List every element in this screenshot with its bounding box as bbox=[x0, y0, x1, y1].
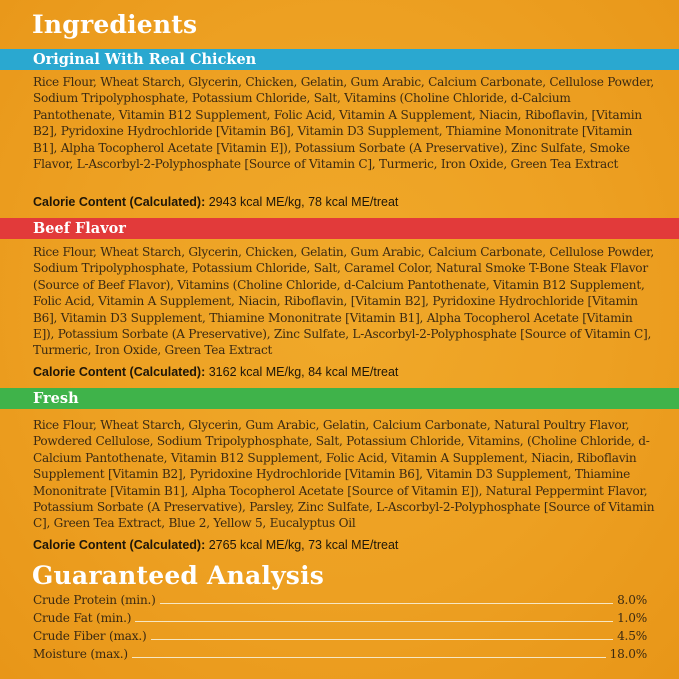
calorie-value: 2943 kcal ME/kg, 78 kcal ME/treat bbox=[208, 195, 399, 209]
analysis-row-crude-protein bbox=[33, 590, 647, 607]
calorie-label: Calorie Content (Calculated): bbox=[33, 195, 206, 209]
analysis-row-crude-fiber bbox=[33, 626, 647, 643]
calorie-label: Calorie Content (Calculated): bbox=[33, 365, 206, 379]
calorie-content-beef bbox=[33, 365, 398, 379]
ingredients-list-chicken: Rice Flour, Wheat Starch, Glycerin, Chicken, Gelatin, Gum Arabic, Calcium Carbonate, Cellulose Powder, Sodium Tripolyphosphate, Potassium Chloride, Salt, Vitamins (Choline Chloride, d-Calcium Pantothenate, Vitamin B12 Supplement, Folic Acid, Vitamin A Supplement, Niacin, Riboflavin, [Vitamin B2], Pyridoxine Hydrochloride [Vitamin B6], Vitamin D3 Supplement, Thiamine Mononitrate [Vitamin B1], Alpha Tocopherol Acetate [Vitamin E]), Potassium Sorbate (A Preservative), Zinc Sulfate, Smoke Flavor, L-Ascorbyl-2-Polyphosphate [Source of Vitamin C], Turmeric, Iron Oxide, Green Tea Extract bbox=[33, 75, 654, 172]
analysis-label: Crude Protein (min.) bbox=[33, 593, 156, 607]
analysis-value: 4.5% bbox=[617, 629, 647, 643]
guaranteed-analysis-heading: Guaranteed Analysis bbox=[32, 561, 325, 590]
section-title-fresh: Fresh bbox=[33, 390, 79, 407]
leader-line bbox=[135, 621, 613, 622]
leader-line bbox=[160, 603, 613, 604]
calorie-content-chicken bbox=[33, 195, 398, 209]
calorie-value: 3162 kcal ME/kg, 84 kcal ME/treat bbox=[208, 365, 399, 379]
section-header-chicken bbox=[0, 49, 679, 70]
calorie-value: 2765 kcal ME/kg, 73 kcal ME/treat bbox=[208, 538, 399, 552]
section-title-chicken: Original With Real Chicken bbox=[33, 51, 257, 68]
section-title-beef: Beef Flavor bbox=[33, 220, 126, 237]
analysis-value: 18.0% bbox=[609, 647, 647, 661]
ingredients-list-beef: Rice Flour, Wheat Starch, Glycerin, Chicken, Gelatin, Gum Arabic, Calcium Carbonate, Cellulose Powder, Sodium Tripolyphosphate, Potassium Chloride, Salt, Caramel Color, Natural Smoke T-Bone Steak Flavor (Source of Beef Flavor), Vitamins (Choline Chloride, d-Calcium Pantothenate, Vitamin B12 Supplement, Folic Acid, Vitamin A Supplement, Niacin, Riboflavin, [Vitamin B2], Pyridoxine Hydrochloride [Vitamin B6], Vitamin D3 Supplement, Thiamine Mononitrate [Vitamin B1], Alpha Tocopherol Acetate [Vitamin E]), Potassium Sorbate (A Preservative), Zinc Sulfate, L-Ascorbyl-2-Polyphosphate [Source of Vitamin C], Turmeric, Iron Oxide, Green Tea Extract bbox=[33, 245, 654, 358]
leader-line bbox=[151, 639, 614, 640]
ingredients-list-fresh: Rice Flour, Wheat Starch, Glycerin, Gum Arabic, Gelatin, Calcium Carbonate, Natural Poultry Flavor, Powdered Cellulose, Sodium Tripolyphosphate, Salt, Potassium Chloride, Vitamins, (Choline Chloride, d-Calcium Pantothenate, Vitamin B12 Supplement, Folic Acid, Vitamin A Supplement, Niacin, Riboflavin Supplement [Vitamin B2], Pyridoxine Hydrochloride [Vitamin B6], Vitamin D3 Supplement, Thiamine Mononitrate [Vitamin B1], Alpha Tocopherol Acetate [Source of Vitamin E]), Natural Peppermint Flavor, Potassium Sorbate (A Preservative), Parsley, Zinc Sulfate, L-Ascorbyl-2-Polyphosphate [Source of Vitamin C], Green Tea Extract, Blue 2, Yellow 5, Eucalyptus Oil bbox=[33, 418, 655, 531]
analysis-label: Crude Fiber (max.) bbox=[33, 629, 147, 643]
calorie-label: Calorie Content (Calculated): bbox=[33, 538, 206, 552]
calorie-content-fresh bbox=[33, 538, 398, 552]
analysis-value: 8.0% bbox=[617, 593, 647, 607]
analysis-label: Crude Fat (min.) bbox=[33, 611, 132, 625]
analysis-value: 1.0% bbox=[617, 611, 647, 625]
section-header-fresh bbox=[0, 388, 679, 409]
analysis-label: Moisture (max.) bbox=[33, 647, 128, 661]
analysis-row-moisture bbox=[33, 644, 647, 661]
leader-line bbox=[132, 657, 606, 658]
ingredients-heading: Ingredients bbox=[32, 10, 198, 39]
section-header-beef bbox=[0, 218, 679, 239]
analysis-row-crude-fat bbox=[33, 608, 647, 625]
